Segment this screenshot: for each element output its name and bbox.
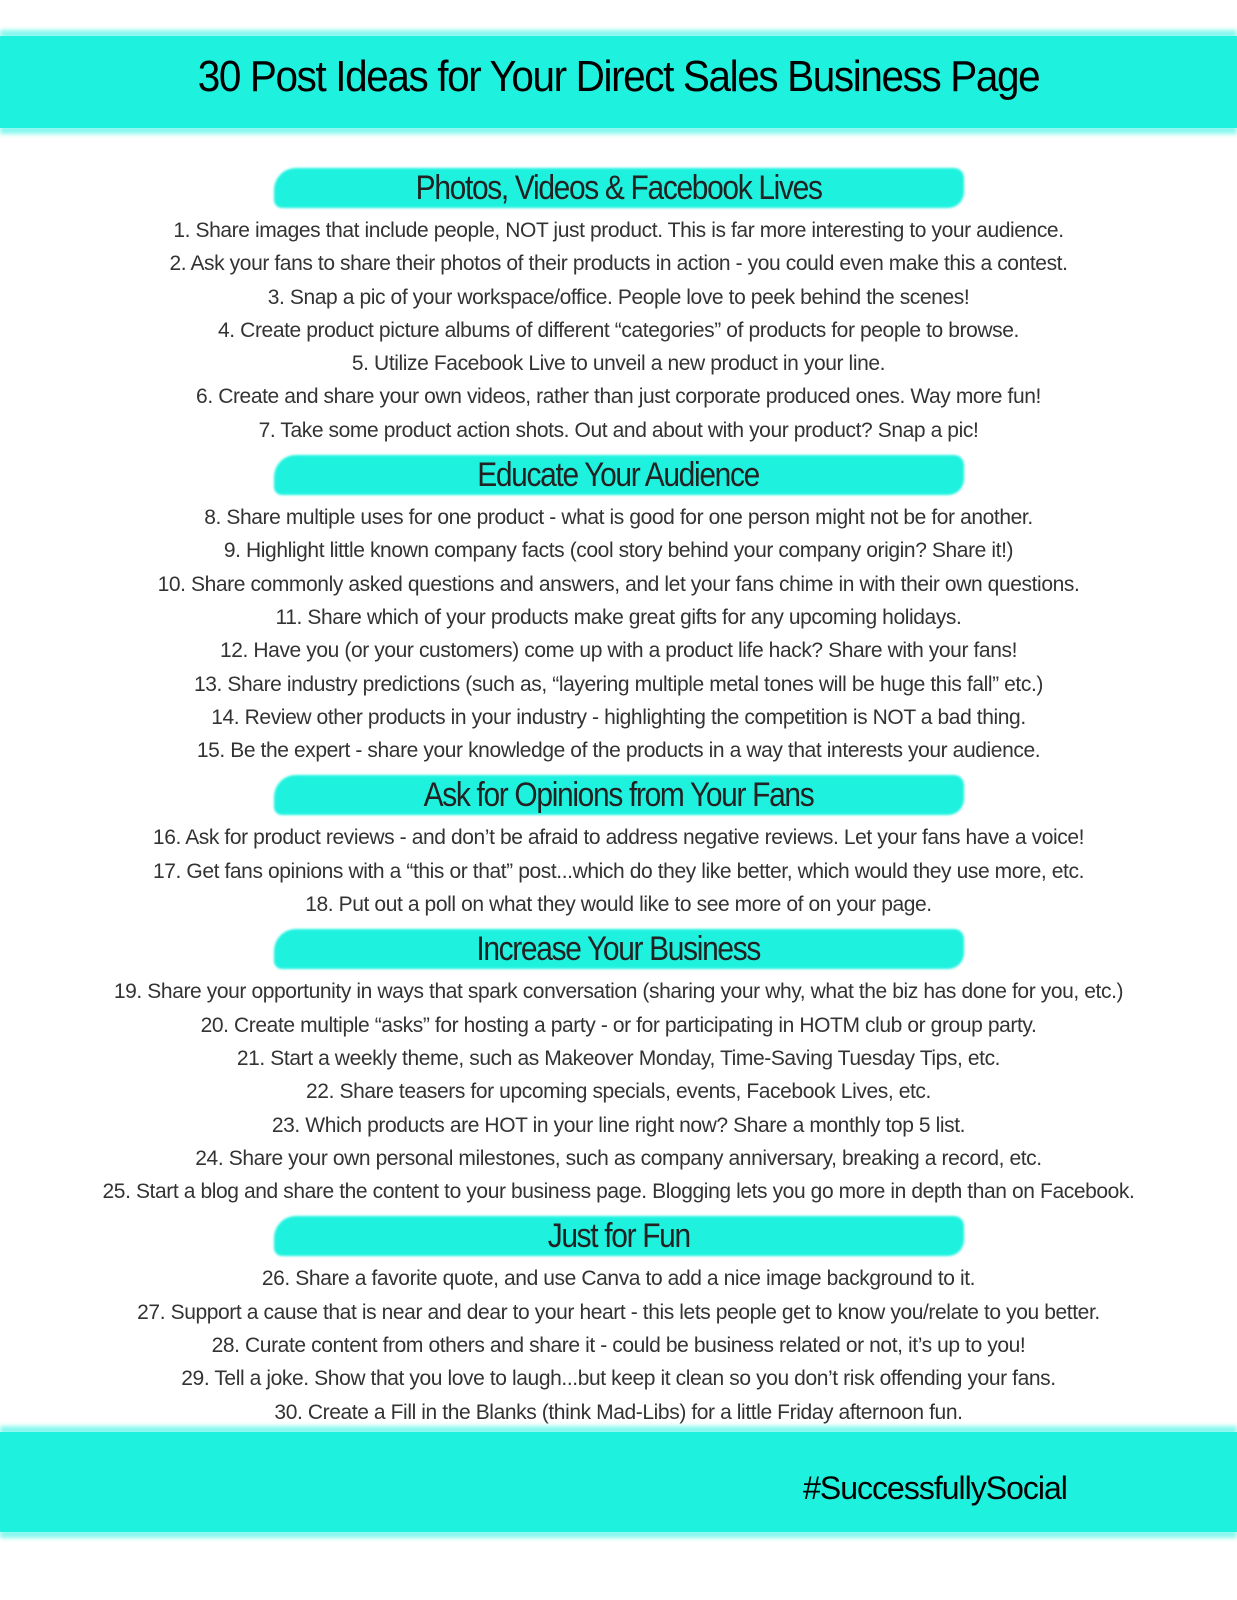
list-item: 14. Review other products in your industry - highlighting the competition is NOT a bad thing. <box>211 705 1026 729</box>
list-item: 30. Create a Fill in the Blanks (think Mad-Libs) for a little Friday afternoon fun. <box>274 1400 963 1424</box>
list-item: 12. Have you (or your customers) come up with a product life hack? Share with your fans! <box>219 639 1018 663</box>
list-item: 27. Support a cause that is near and dear to your heart - this lets people get to know you/relate to you better. <box>137 1300 1100 1324</box>
section <box>0 166 1237 447</box>
list-item: 1. Share images that include people, NOT just product. This is far more interesting to your audience. <box>173 219 1064 242</box>
list-item: 28. Curate content from others and share it - could be business related or not, it’s up to you! <box>211 1334 1026 1358</box>
list-item: 25. Start a blog and share the content to your business page. Blogging lets you go more in depth than on Facebook. <box>102 1180 1135 1204</box>
section-heading-text: Ask for Opinions from Your Fans <box>423 776 814 815</box>
list-item: 13. Share industry predictions (such as, “layering multiple metal tones will be huge this fall” etc.) <box>193 672 1043 696</box>
section <box>0 453 1237 767</box>
section-heading <box>274 1214 964 1258</box>
list-item: 4. Create product picture albums of different “categories” of products for people to browse. <box>218 318 1019 342</box>
section-heading-text: Increase Your Business <box>476 930 761 969</box>
list-item: 16. Ask for product reviews - and don’t be afraid to address negative reviews. Let your fans have a voice! <box>152 826 1085 850</box>
section-heading-text: Educate Your Audience <box>477 456 760 495</box>
list-item: 21. Start a weekly theme, such as Makeover Monday, Time-Saving Tuesday Tips, etc. <box>236 1046 1001 1070</box>
list-item: 8. Share multiple uses for one product - what is good for one person might not be for another. <box>204 506 1033 530</box>
list-item: 24. Share your own personal milestones, such as company anniversary, breaking a record, etc. <box>195 1146 1042 1170</box>
list-item: 26. Share a favorite quote, and use Canva to add a nice image background to it. <box>261 1267 976 1291</box>
list-item: 5. Utilize Facebook Live to unveil a new product in your line. <box>351 352 886 376</box>
page-title: 30 Post Ideas for Your Direct Sales Business Page <box>197 52 1040 101</box>
hashtag: #SuccessfullySocial <box>803 1470 1067 1506</box>
list-item: 9. Highlight little known company facts (cool story behind your company origin? Share it!) <box>223 539 1014 563</box>
section-heading-text: Just for Fun <box>547 1217 690 1256</box>
list-item: 11. Share which of your products make great gifts for any upcoming holidays. <box>275 605 962 629</box>
list-item: 18. Put out a poll on what they would like to see more of on your page. <box>305 893 932 917</box>
list-item: 3. Snap a pic of your workspace/office. People love to peek behind the scenes! <box>267 285 970 309</box>
section <box>0 773 1237 921</box>
list-item: 17. Get fans opinions with a “this or that” post...which do they like better, which would they use more, etc. <box>152 859 1085 883</box>
list-item: 20. Create multiple “asks” for hosting a party - or for participating in HOTM club or group party. <box>200 1013 1037 1037</box>
section-heading <box>274 927 964 971</box>
section-heading <box>274 166 964 210</box>
list-item: 23. Which products are HOT in your line right now? Share a monthly top 5 list. <box>271 1113 966 1137</box>
list-item: 29. Tell a joke. Show that you love to laugh...but keep it clean so you don’t risk offending your fans. <box>181 1367 1056 1391</box>
list-item: 22. Share teasers for upcoming specials, events, Facebook Lives, etc. <box>306 1080 931 1104</box>
list-item: 15. Be the expert - share your knowledge of the products in a way that interests your audience. <box>196 739 1041 763</box>
list-item: 7. Take some product action shots. Out and about with your product? Snap a pic! <box>258 418 979 442</box>
list-item: 19. Share your opportunity in ways that spark conversation (sharing your why, what the biz has done for you, etc.) <box>113 980 1124 1004</box>
section-heading-text: Photos, Videos & Facebook Lives <box>415 169 822 207</box>
section-heading <box>274 773 964 817</box>
list-item: 2. Ask your fans to share their photos of their products in action - you could even make this a contest. <box>169 252 1068 276</box>
list-item: 10. Share commonly asked questions and answers, and let your fans chime in with their own questions. <box>157 572 1080 596</box>
section-heading <box>274 453 964 497</box>
section <box>0 927 1237 1208</box>
section <box>0 1214 1237 1428</box>
list-item: 6. Create and share your own videos, rather than just corporate produced ones. Way more fun! <box>196 385 1041 409</box>
content <box>0 166 1237 1435</box>
